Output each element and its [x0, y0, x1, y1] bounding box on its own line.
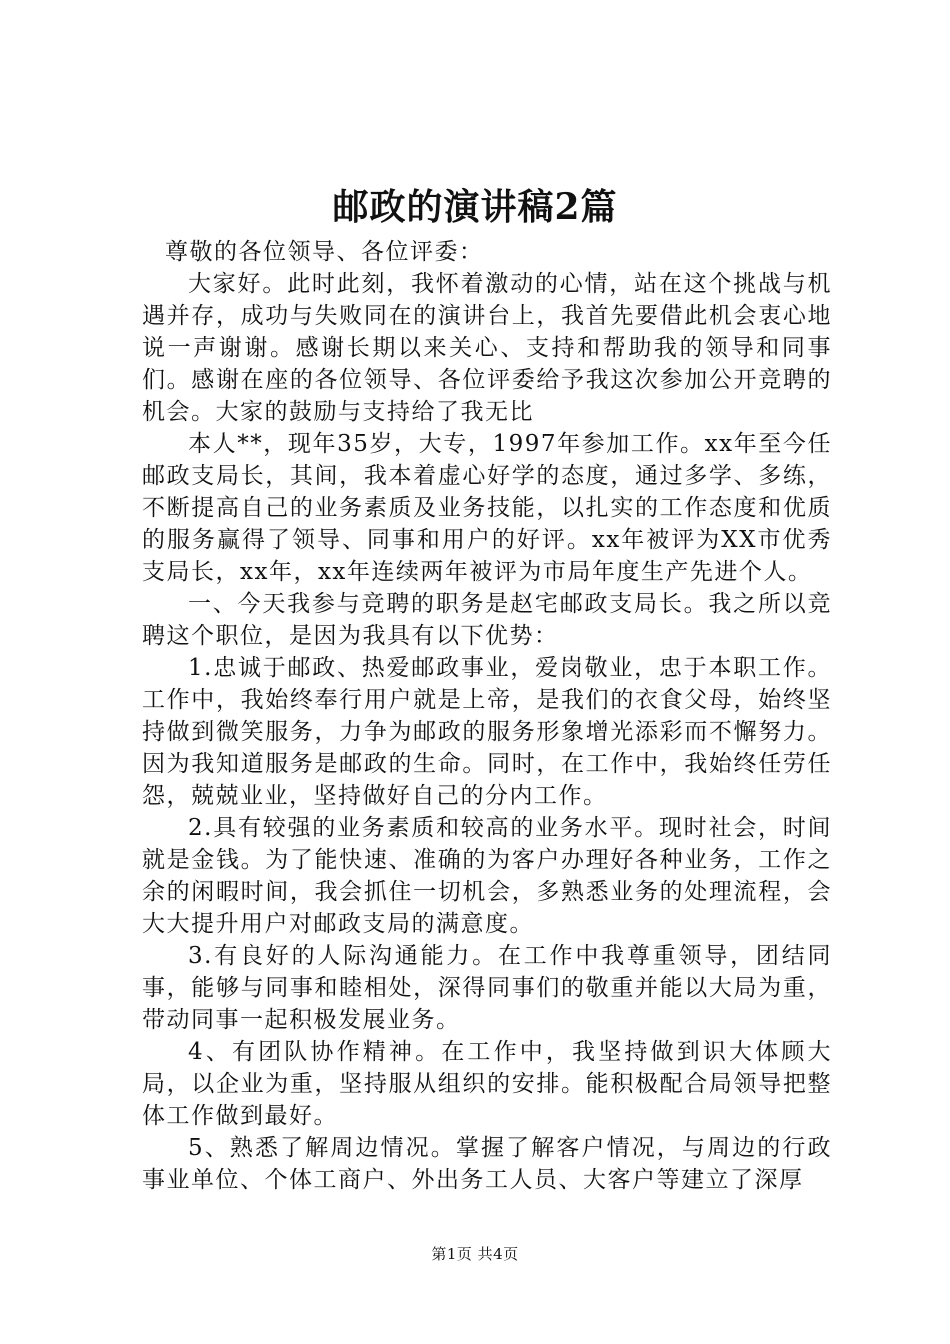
page-number-footer: 第1页 共4页 [431, 1245, 519, 1263]
document-body [142, 236, 832, 1196]
paragraph-point-5: 5、熟悉了解周边情况。掌握了解客户情况，与周边的行政事业单位、个体工商户、外出务工人员、大客户等建立了深厚 [142, 1135, 832, 1193]
paragraph-greeting: 大家好。此时此刻，我怀着激动的心情，站在这个挑战与机遇并存，成功与失败同在的演讲台上，我首先要借此机会衷心地说一声谢谢。感谢长期以来关心、支持和帮助我的领导和同事们。感谢在座的各位领导、各位评委给予我这次参加公开竞聘的机会。大家的鼓励与支持给了我无比 [142, 271, 832, 425]
document-title: 邮政的演讲稿2篇 [332, 186, 618, 228]
paragraph-self-intro: 本人**，现年35岁，大专，1997年参加工作。xx年至今任邮政支局长，其间，我本着虚心好学的态度，通过多学、多练，不断提高自己的业务素质及业务技能，以扎实的工作态度和优质的服务赢得了领导、同事和用户的好评。xx年被评为XX市优秀支局长，xx年，xx年连续两年被评为市局年度生产先进个人。 [142, 431, 832, 585]
paragraph-point-4: 4、有团队协作精神。在工作中，我坚持做到识大体顾大局，以企业为重，坚持服从组织的安排。能积极配合局领导把整体工作做到最好。 [142, 1039, 832, 1129]
paragraph-section-one: 一、今天我参与竞聘的职务是赵宅邮政支局长。我之所以竞聘这个职位，是因为我具有以下优势： [142, 591, 832, 649]
paragraph-point-2: 2.具有较强的业务素质和较高的业务水平。现时社会，时间就是金钱。为了能快速、准确的为客户办理好各种业务，工作之余的闲暇时间，我会抓住一切机会，多熟悉业务的处理流程，会大大提升用户对邮政支局的满意度。 [142, 815, 832, 937]
paragraph-point-3: 3.有良好的人际沟通能力。在工作中我尊重领导，团结同事，能够与同事和睦相处，深得同事们的敬重并能以大局为重，带动同事一起积极发展业务。 [142, 943, 832, 1033]
salutation: 尊敬的各位领导、各位评委： [165, 239, 484, 265]
paragraph-point-1: 1.忠诚于邮政、热爱邮政事业，爱岗敬业，忠于本职工作。工作中，我始终奉行用户就是上帝，是我们的衣食父母，始终坚持做到微笑服务，力争为邮政的服务形象增光添彩而不懈努力。因为我知道服务是邮政的生命。同时，在工作中，我始终任劳任怨，兢兢业业，坚持做好自己的分内工作。 [142, 655, 832, 809]
